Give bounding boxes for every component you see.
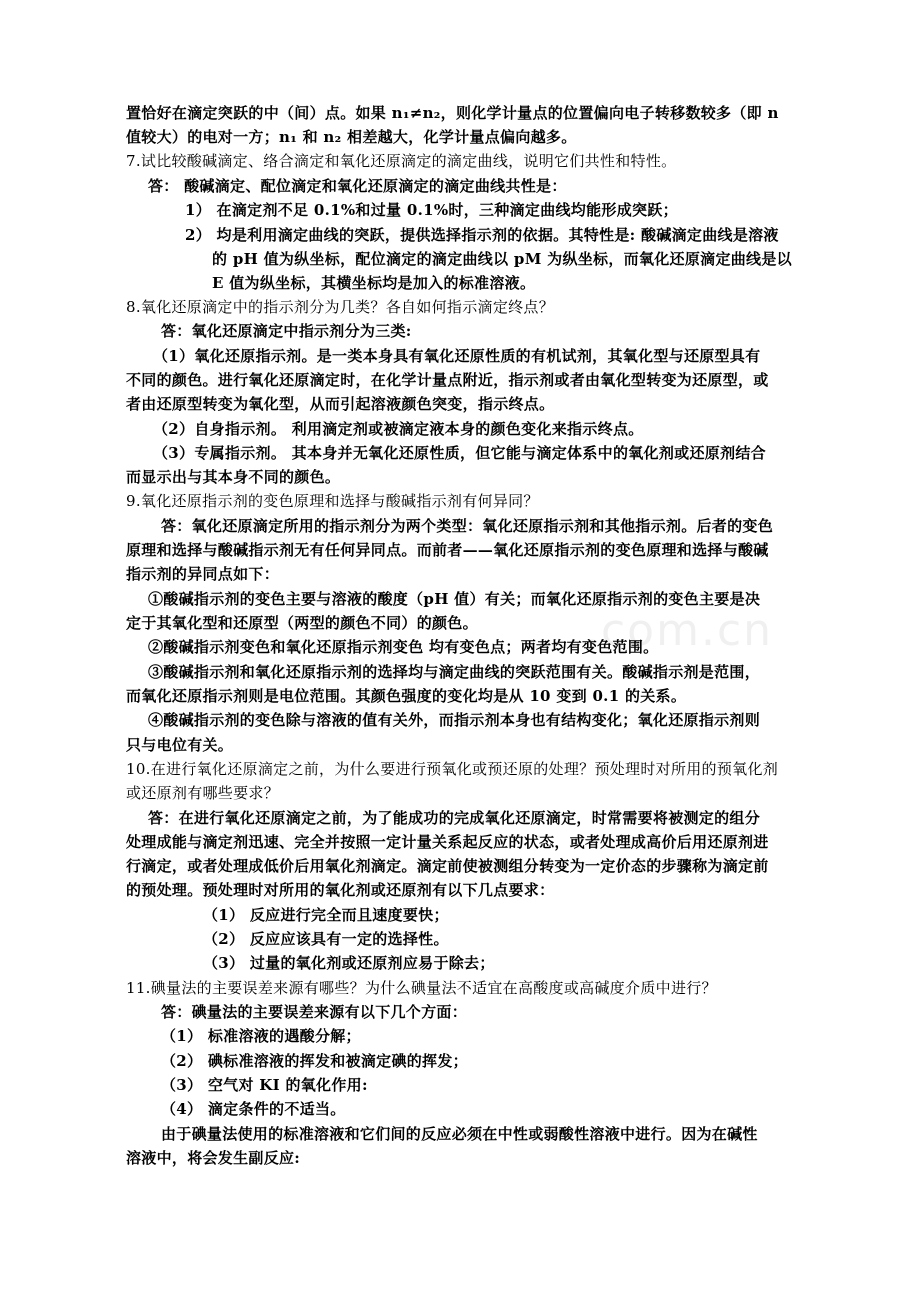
answer-text-line: 由于碘量法使用的标准溶液和它们间的反应必须在中性或弱酸性溶液中进行。因为在碱性 bbox=[161, 1125, 758, 1143]
answer-text-line: 2） 均是利用滴定曲线的突跃，提供选择指示剂的依据。其特性是: 酸碱滴定曲线是溶液 bbox=[185, 226, 779, 244]
answer-text-line: 不同的颜色。进行氧化还原滴定时，在化学计量点附近，指示剂或者由氧化型转变为还原型，或 bbox=[126, 371, 769, 389]
answer-text-line: ④酸碱指示剂的变色除与溶液的值有关外，而指示剂本身也有结构变化；氧化还原指示剂则 bbox=[148, 711, 761, 729]
answer-text-line: 而显示出与其本身不同的颜色。 bbox=[126, 468, 341, 486]
answer-text-line: 值较大）的电对一方；n₁ 和 n₂ 相差越大，化学计量点偏向越多。 bbox=[126, 128, 577, 146]
answer-text-line: （1） 标准溶液的遇酸分解； bbox=[161, 1027, 361, 1045]
answer-text-line: 答：在进行氧化还原滴定之前，为了能成功的完成氧化还原滴定，时常需要将被测定的组分 bbox=[148, 809, 761, 827]
answer-text-line: （1） 反应进行完全而且速度要快； bbox=[203, 906, 449, 924]
question-text-line: 8.氧化还原滴定中的指示剂分为几类？各自如何指示滴定终点？ bbox=[126, 298, 555, 316]
answer-text-line: （2） 碘标准溶液的挥发和被滴定碘的挥发； bbox=[161, 1052, 468, 1070]
answer-text-line: 只与电位有关。 bbox=[126, 736, 234, 754]
answer-text-line: ②酸碱指示剂变色和氧化还原指示剂变色 均有变色点；两者均有变色范围。 bbox=[148, 638, 659, 656]
answer-text-line: 的 pH 值为纵坐标，配位滴定的滴定曲线以 pM 为纵坐标，而氧化还原滴定曲线是以 bbox=[212, 250, 792, 268]
question-text-line: 9.氧化还原指示剂的变色原理和选择与酸碱指示剂有何异同？ bbox=[126, 492, 539, 510]
answer-text-line: 1） 在滴定剂不足 0.1%和过量 0.1%时，三种滴定曲线均能形成突跃； bbox=[185, 201, 678, 219]
answer-text-line: ③酸碱指示剂和氧化还原指示剂的选择均与滴定曲线的突跃范围有关。酸碱指示剂是范围， bbox=[148, 663, 761, 681]
answer-text-line: 置恰好在滴定突跃的中（间）点。如果 n₁≠n₂，则化学计量点的位置偏向电子转移数较多（即 n bbox=[126, 104, 779, 122]
answer-text-line: （1）氧化还原指示剂。是一类本身具有氧化还原性质的有机试剂，其氧化型与还原型具有 bbox=[153, 347, 761, 365]
answer-text-line: 答： 酸碱滴定、配位滴定和氧化还原滴定的滴定曲线共性是： bbox=[148, 177, 567, 195]
answer-text-line: 答：碘量法的主要误差来源有以下几个方面： bbox=[161, 1003, 468, 1021]
answer-text-line: 指示剂的异同点如下： bbox=[126, 565, 280, 583]
answer-text-line: （2）自身指示剂。 利用滴定剂或被滴定液本身的颜色变化来指示终点。 bbox=[153, 420, 644, 438]
answer-text-line: （3） 过量的氧化剂或还原剂应易于除去； bbox=[203, 954, 495, 972]
answer-text-line: 行滴定，或者处理成低价后用氧化剂滴定。滴定前使被测组分转变为一定价态的步骤称为滴定前 bbox=[126, 857, 769, 875]
question-text-line: 或还原剂有哪些要求？ bbox=[126, 784, 280, 802]
answer-text-line: （3）专属指示剂。 其本身并无氧化还原性质，但它能与滴定体系中的氧化剂或还原剂结合 bbox=[153, 444, 766, 462]
answer-text-line: （3） 空气对 KI 的氧化作用: bbox=[161, 1076, 368, 1094]
answer-text-line: 处理成能与滴定剂迅速、完全并按照一定计量关系起反应的状态，或者处理成高价后用还原剂进 bbox=[126, 833, 769, 851]
answer-text-line: ①酸碱指示剂的变色主要与溶液的酸度（pH 值）有关；而氧化还原指示剂的变色主要是决 bbox=[148, 590, 761, 608]
answer-text-line: 定于其氧化型和还原型（两型的颜色不同）的颜色。 bbox=[126, 614, 478, 632]
answer-text-line: 的预处理。预处理时对所用的氧化剂或还原剂有以下几点要求： bbox=[126, 881, 555, 899]
watermark: .com.cn bbox=[585, 605, 774, 656]
question-text-line: 7.试比较酸碱滴定、络合滴定和氧化还原滴定的滴定曲线，说明它们共性和特性。 bbox=[126, 152, 677, 170]
answer-text-line: 溶液中，将会发生副反应: bbox=[126, 1149, 301, 1167]
answer-text-line: 原理和选择与酸碱指示剂无有任何异同点。而前者——氧化还原指示剂的变色原理和选择与酸碱 bbox=[126, 541, 769, 559]
answer-text-line: 答：氧化还原滴定中指示剂分为三类: bbox=[161, 322, 412, 340]
answer-text-line: 而氧化还原指示剂则是电位范围。其颜色强度的变化均是从 10 变到 0.1 的关系。 bbox=[126, 687, 687, 705]
answer-text-line: （4） 滴定条件的不适当。 bbox=[161, 1100, 346, 1118]
answer-text-line: 答：氧化还原滴定所用的指示剂分为两个类型：氧化还原指示剂和其他指示剂。后者的变色 bbox=[161, 517, 774, 535]
answer-text-line: 者由还原型转变为氧化型，从而引起溶液颜色突变，指示终点。 bbox=[126, 395, 555, 413]
answer-text-line: E 值为纵坐标，其横坐标均是加入的标准溶液。 bbox=[212, 274, 536, 292]
answer-text-line: （2） 反应应该具有一定的选择性。 bbox=[203, 930, 449, 948]
question-text-line: 11.碘量法的主要误差来源有哪些？为什么碘量法不适宜在高酸度或高碱度介质中进行？ bbox=[126, 979, 717, 997]
question-text-line: 10.在进行氧化还原滴定之前，为什么要进行预氧化或预还原的处理？预处理时对所用的预氧化剂 bbox=[126, 760, 779, 778]
